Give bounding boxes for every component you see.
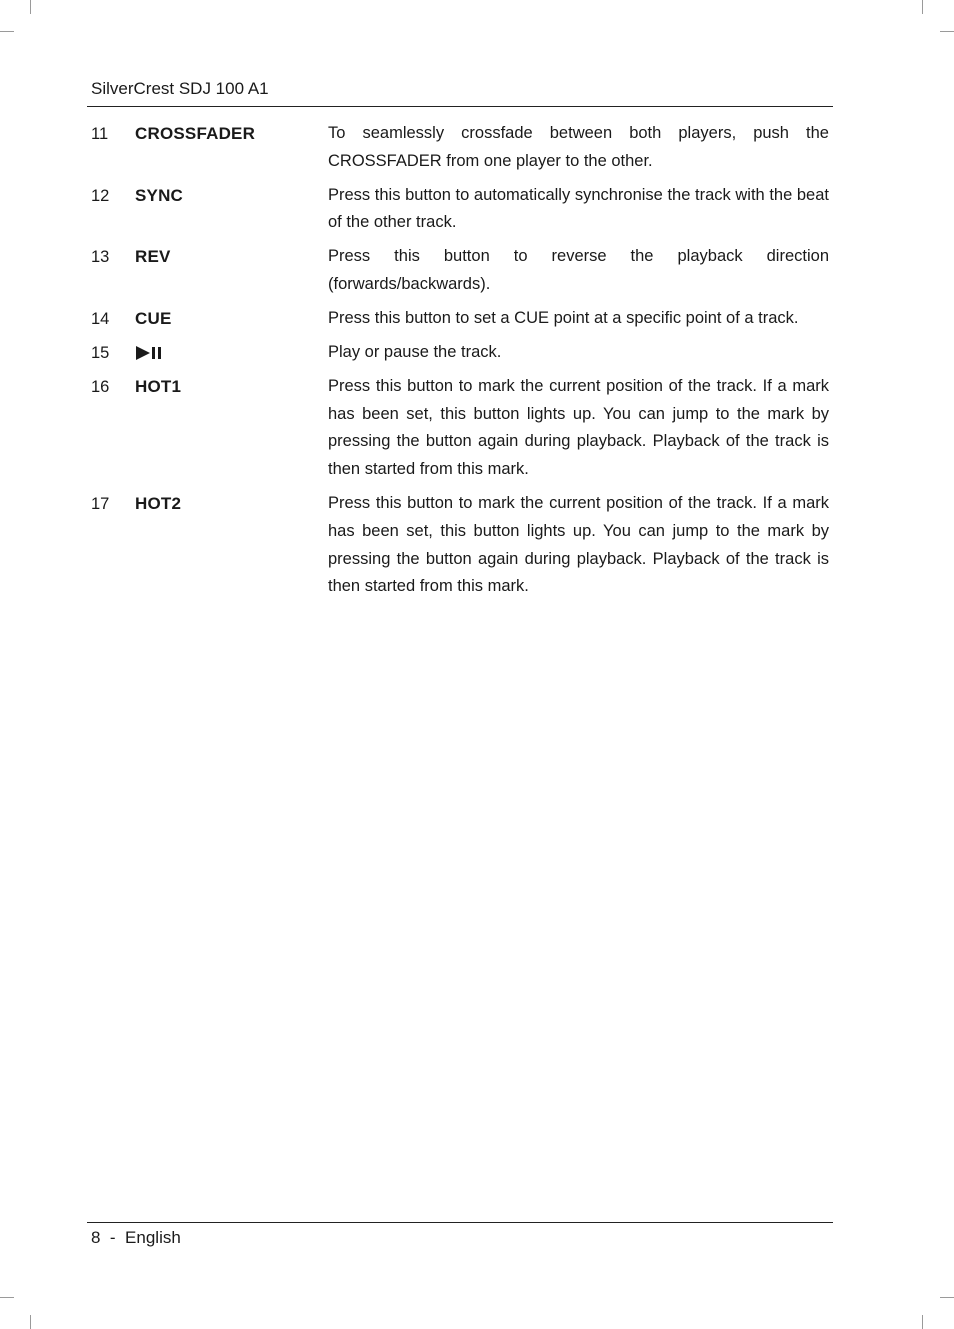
crop-mark <box>940 31 954 32</box>
list-item <box>91 373 829 484</box>
list-item <box>91 305 829 333</box>
item-description: Play or pause the track. <box>328 342 502 361</box>
item-description: Press this button to set a CUE point at a specific point of a track. <box>328 308 799 327</box>
item-number: 11 <box>91 125 109 143</box>
item-name: HOT1 <box>135 376 182 396</box>
item-number: 17 <box>91 494 110 513</box>
item-description: Press this button to automatically synchronise the track with the beat of the other track. <box>328 185 829 232</box>
crop-mark <box>922 1315 923 1329</box>
item-description: To seamlessly crossfade between both players, push the CROSSFADER from one player to the other. <box>328 124 829 170</box>
crop-mark <box>940 1297 954 1298</box>
item-description: Press this button to reverse the playback direction (forwards/backwards). <box>328 247 829 293</box>
footer-separator: - <box>109 1228 116 1247</box>
item-number: 15 <box>91 343 110 362</box>
list-item <box>91 120 829 176</box>
list-item <box>91 182 829 238</box>
item-description: Press this button to mark the current position of the track. If a mark has been set, this button lights up. You can jump to the mark by pressing the button again during playback. Playback of the track is then started from this mark. <box>328 376 829 479</box>
list-item <box>91 490 829 601</box>
control-description-list <box>91 120 829 607</box>
item-name: CROSSFADER <box>135 124 256 143</box>
crop-mark <box>30 1315 31 1329</box>
list-item <box>91 243 829 299</box>
item-name <box>135 339 328 367</box>
item-name: SYNC <box>135 185 184 205</box>
item-name: HOT2 <box>135 493 182 513</box>
crop-mark <box>30 0 31 14</box>
item-number: 16 <box>91 377 110 396</box>
item-number: 12 <box>91 186 110 205</box>
crop-mark <box>922 0 923 14</box>
header-divider <box>87 106 833 107</box>
list-item <box>91 339 829 367</box>
item-number: 13 <box>91 248 110 267</box>
crop-mark <box>0 1297 14 1298</box>
item-name: REV <box>135 247 171 267</box>
page-header-title: SilverCrest SDJ 100 A1 <box>91 79 269 98</box>
play-pause-icon <box>135 345 163 361</box>
page-number: 8 <box>91 1228 101 1247</box>
item-number: 14 <box>91 309 110 328</box>
crop-mark <box>0 31 14 32</box>
footer-divider <box>87 1222 833 1223</box>
item-name: CUE <box>135 308 172 328</box>
item-description: Press this button to mark the current position of the track. If a mark has been set, this button lights up. You can jump to the mark by pressing the button again during playback. Playback of the track is then started from this mark. <box>328 493 829 596</box>
page-footer <box>91 1227 181 1249</box>
footer-language: English <box>125 1228 181 1247</box>
